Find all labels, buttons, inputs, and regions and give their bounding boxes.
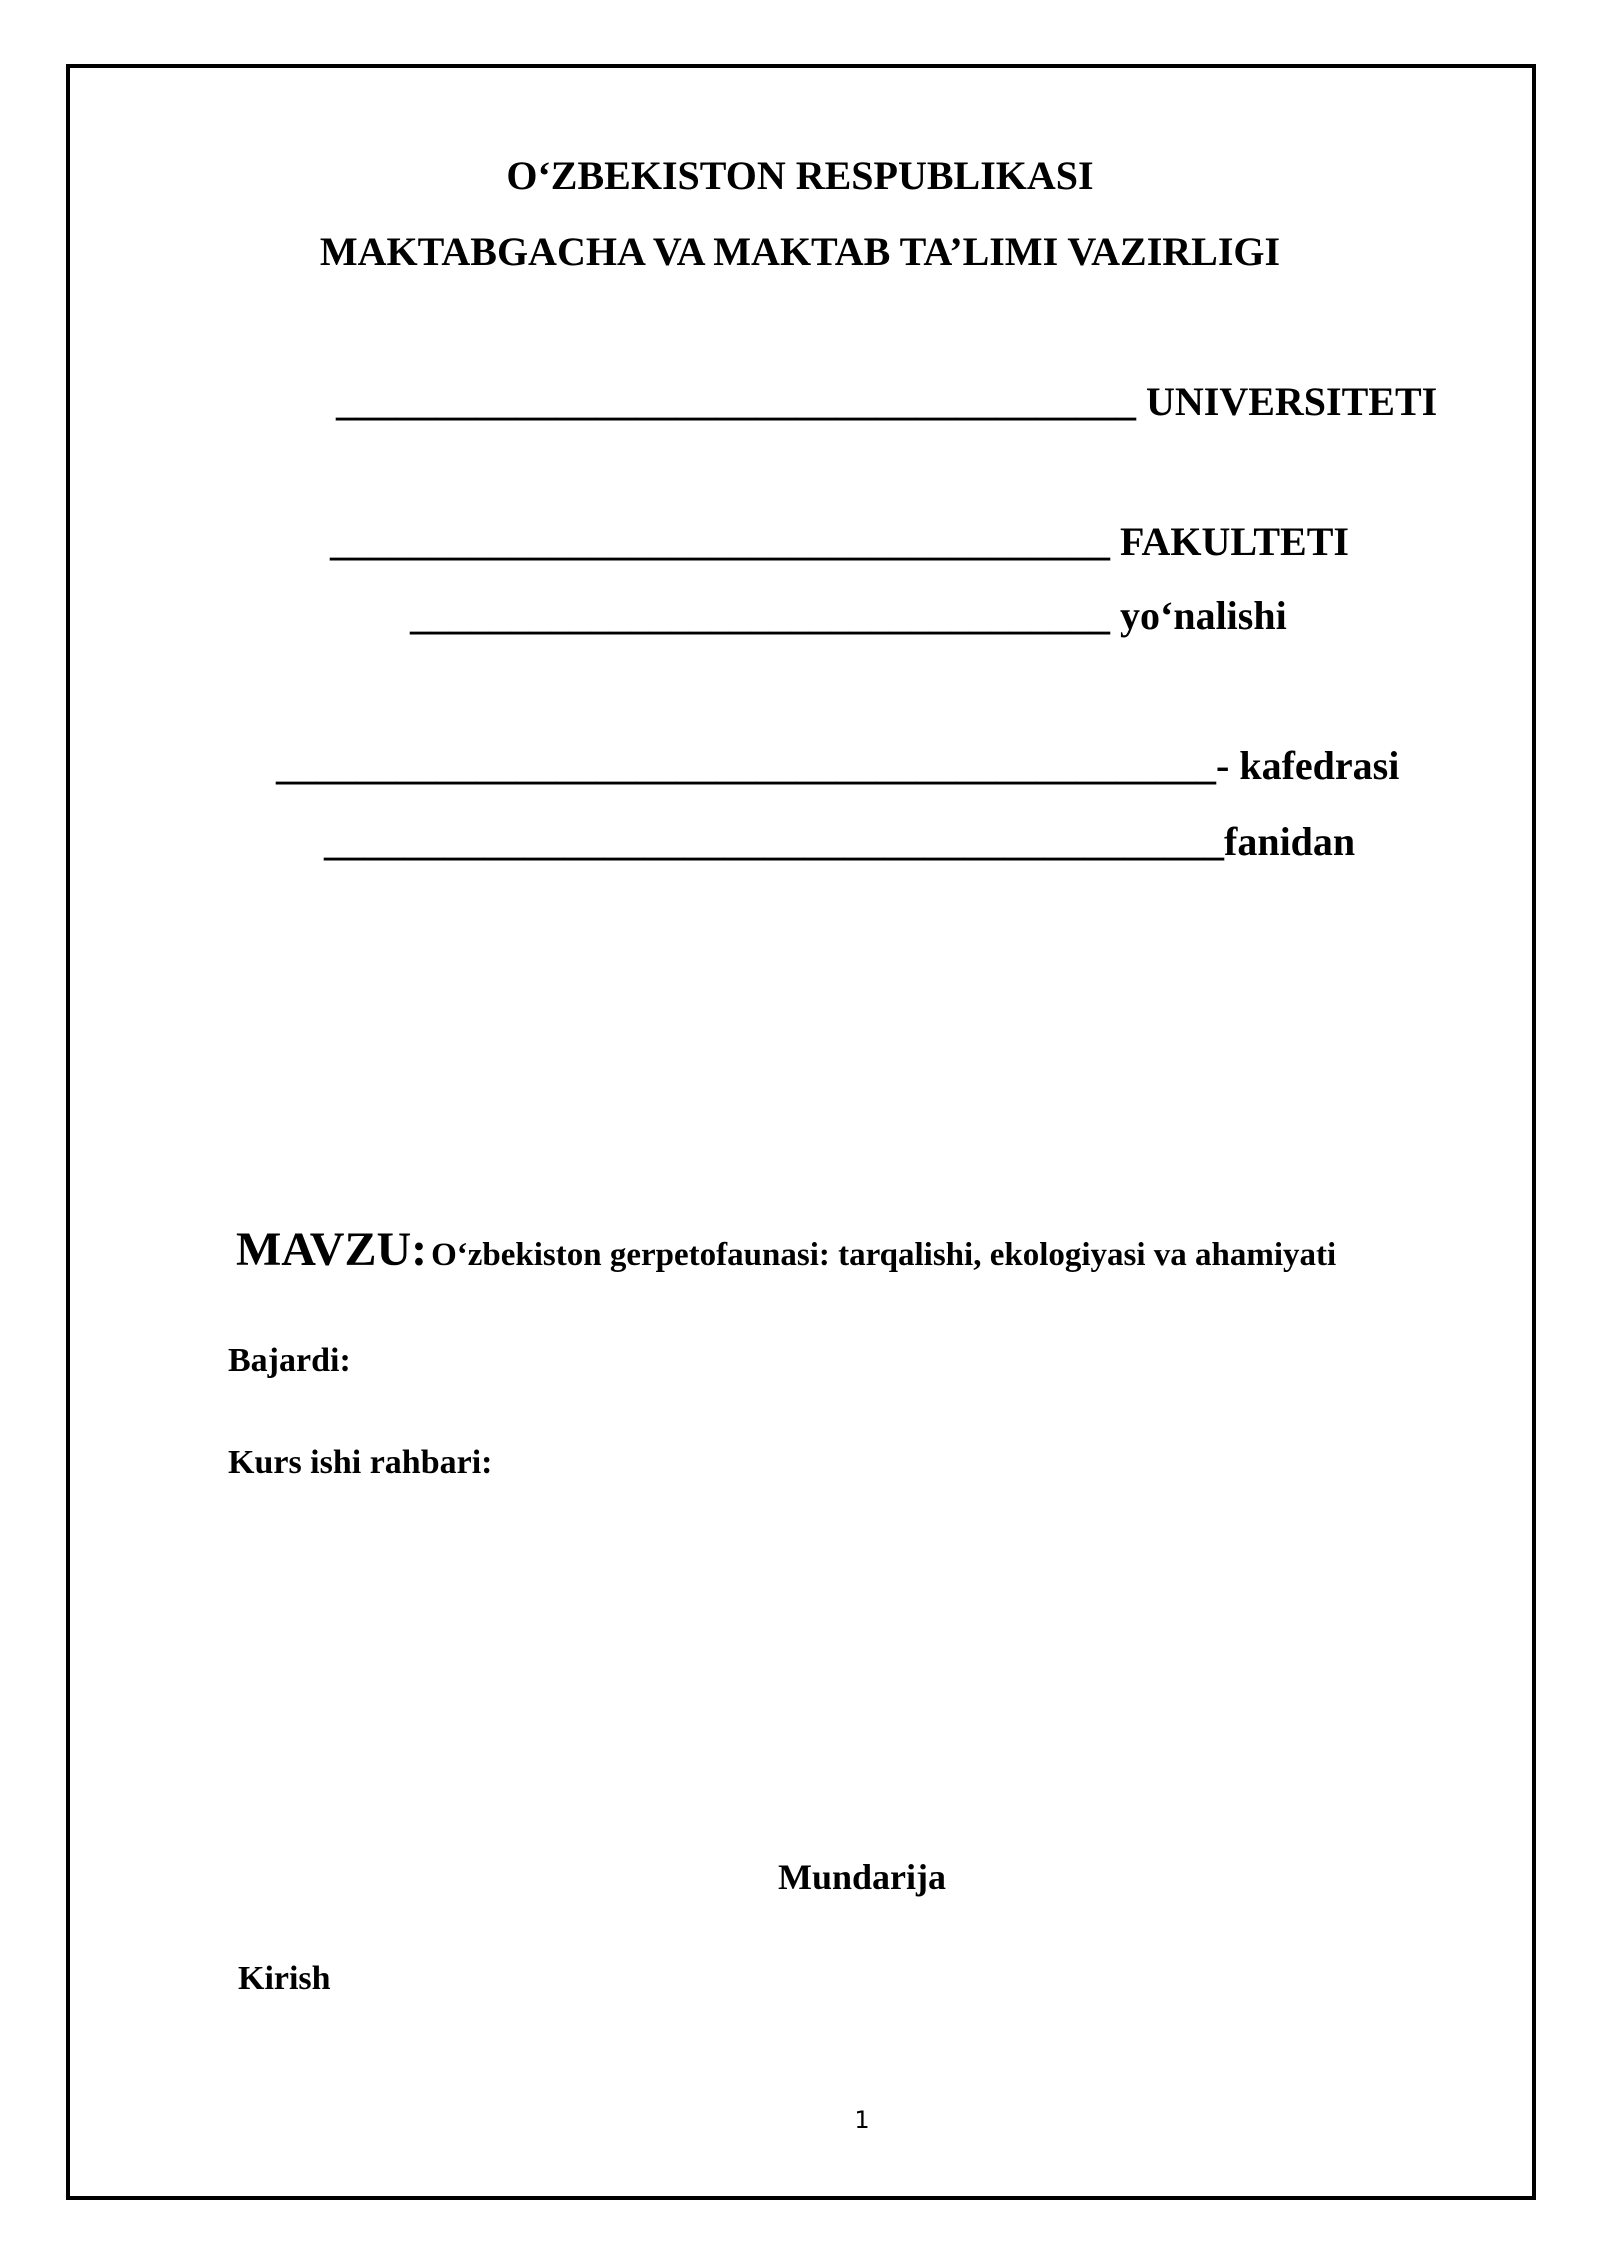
subject-line: _____________________________________________fanidan (324, 819, 1356, 864)
country-heading: O‘ZBEKISTON RESPUBLIKASI (506, 153, 1094, 198)
page-number: 1 (854, 2106, 870, 2134)
faculty-line: _______________________________________ FAKULTETI (330, 519, 1349, 564)
performed-by-label: Bajardi: (228, 1342, 351, 1379)
supervisor-label: Kurs ishi rahbari: (228, 1444, 493, 1481)
university-line: ________________________________________ UNIVERSITETI (336, 379, 1438, 424)
contents-title: Mundarija (777, 1857, 946, 1897)
topic-line (236, 1222, 1336, 1277)
ministry-heading: MAKTABGACHA VA MAKTAB TA’LIMI VAZIRLIGI (319, 229, 1281, 274)
topic-title: O‘zbekiston gerpetofaunasi: tarqalishi, ekologiyasi va ahamiyati (431, 1237, 1337, 1273)
direction-line: ___________________________________ yo‘nalishi (410, 593, 1287, 638)
department-line: _______________________________________________- kafedrasi (276, 743, 1400, 788)
topic-label: MAVZU: (236, 1223, 428, 1276)
contents-item-intro: Kirish (238, 1960, 331, 1997)
